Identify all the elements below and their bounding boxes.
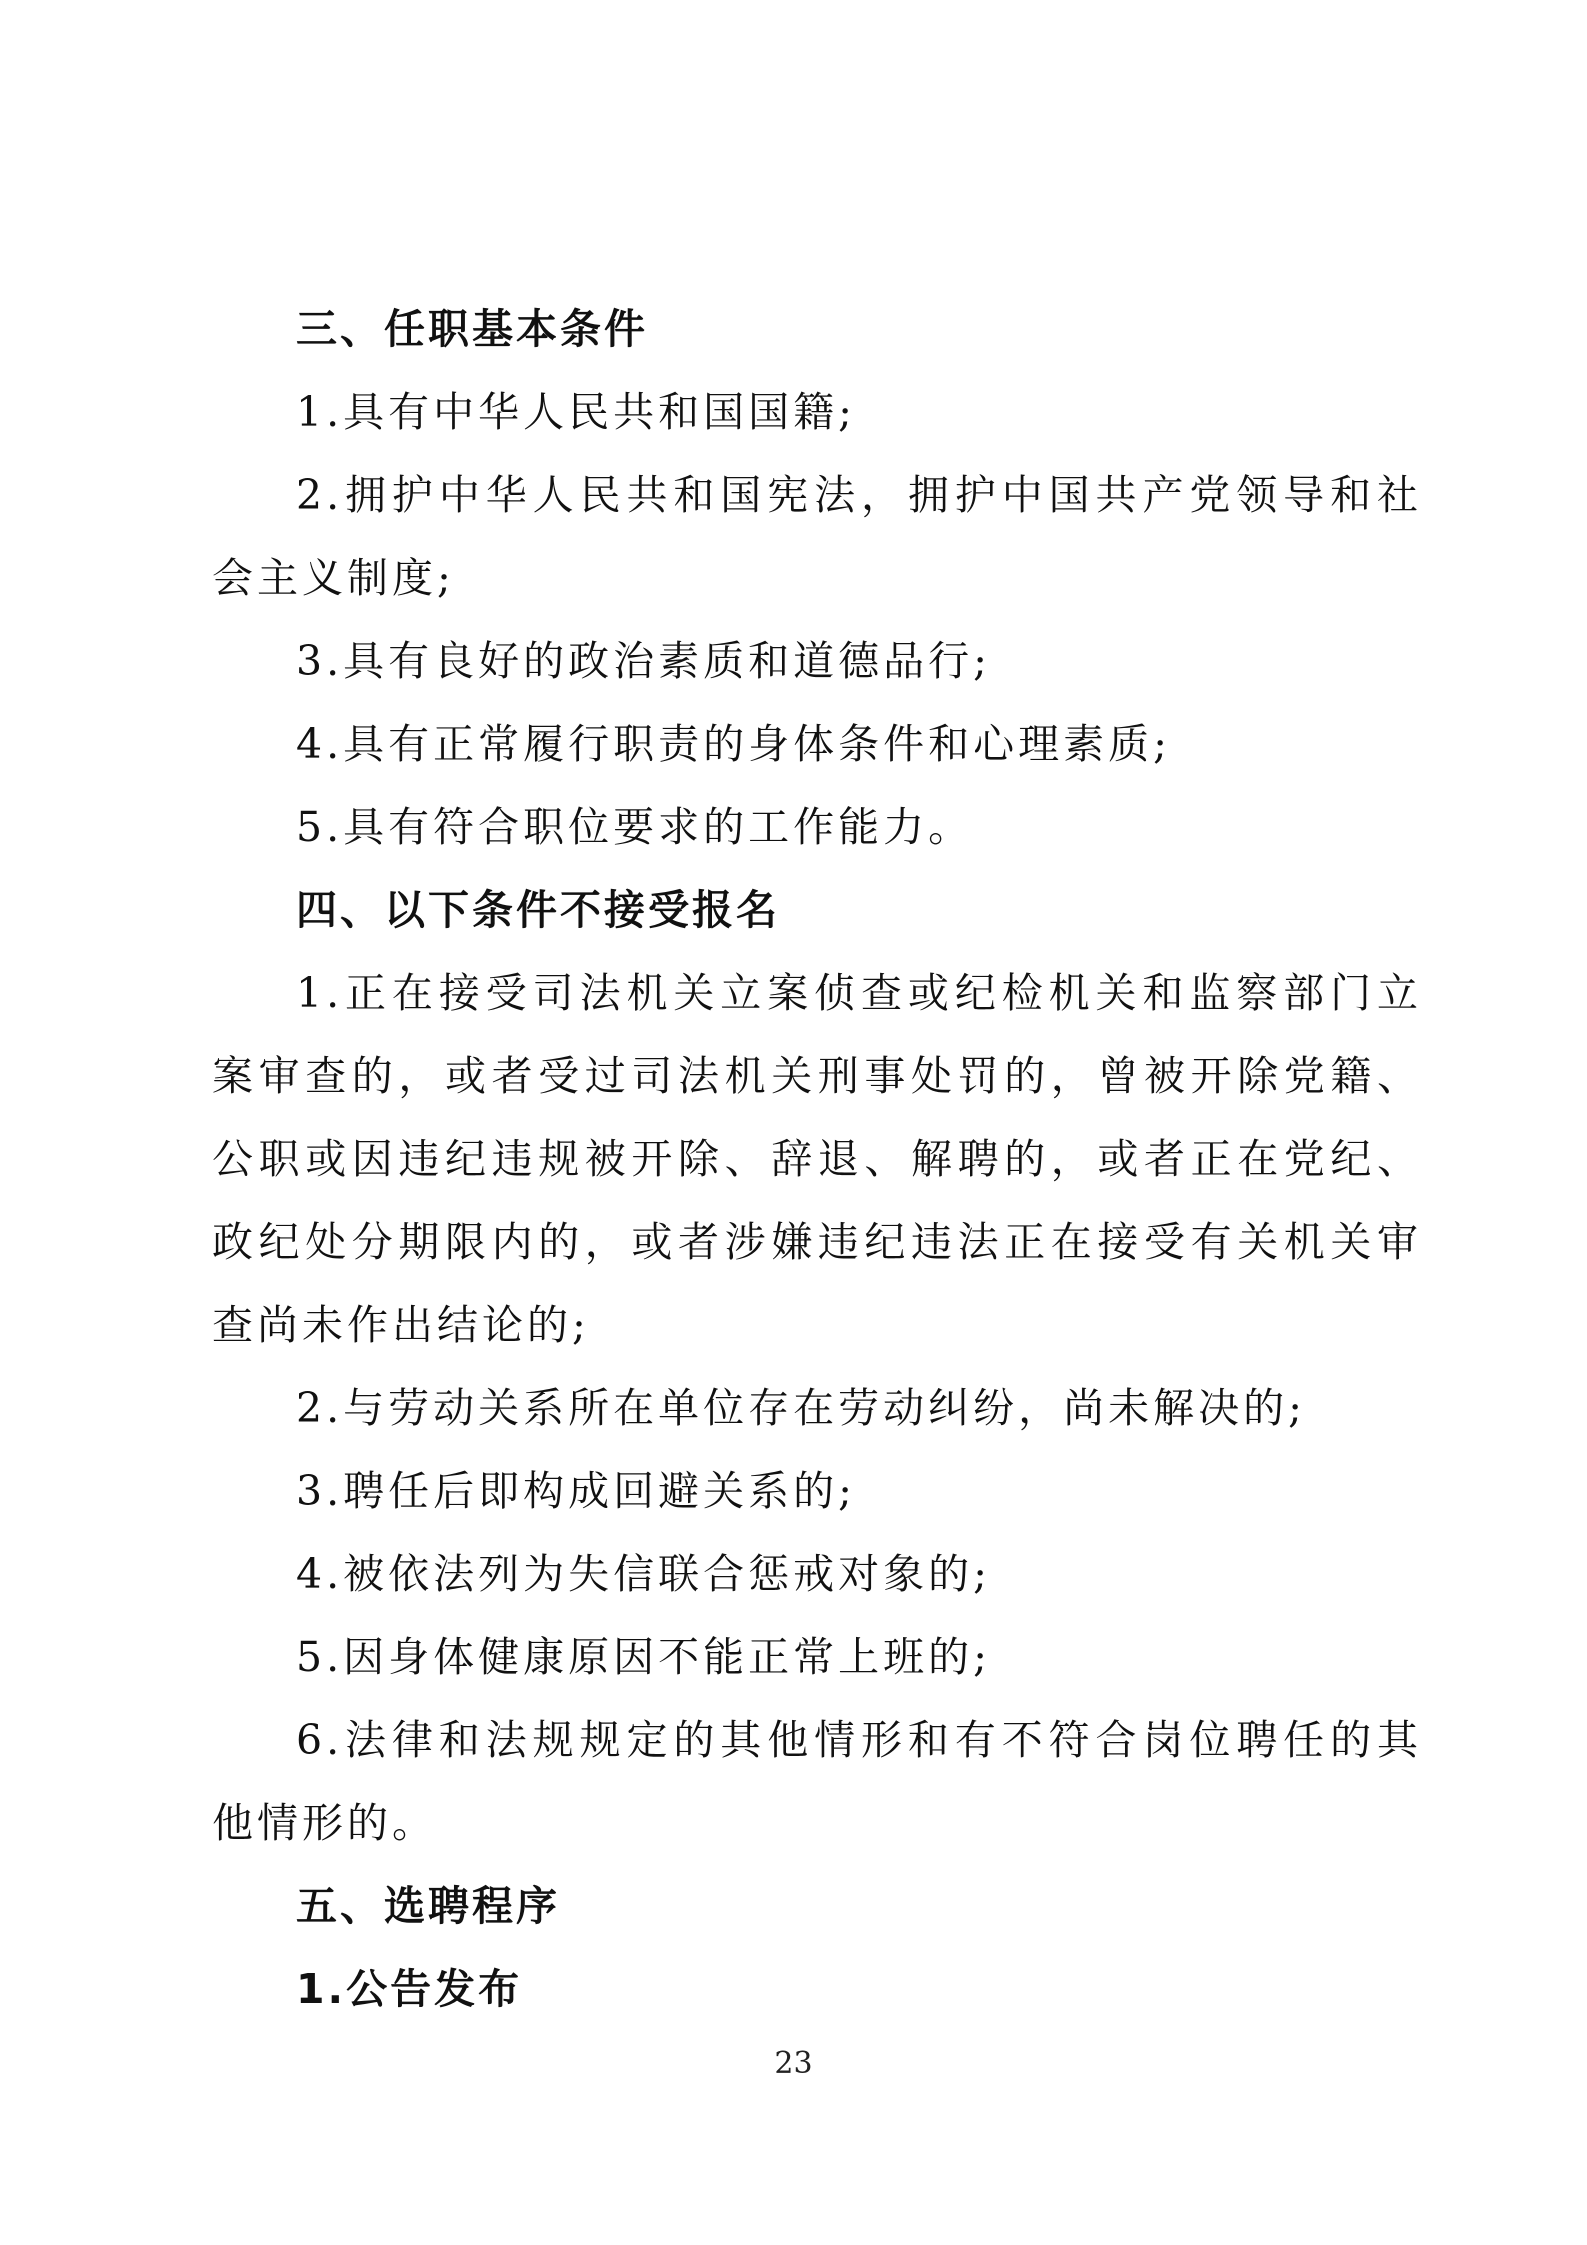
exclusion-item-1: 1.正在接受司法机关立案侦查或纪检机关和监察部门立案审查的，或者受过司法机关刑事处罚的，曾被开除党籍、公职或因违纪违规被开除、辞退、解聘的，或者正在党纪、政纪处分期限内的，或者涉嫌违纪违法正在接受有关机关审查尚未作出结论的; bbox=[212, 969, 1422, 1349]
section-heading-exclusions: 四、以下条件不接受报名 bbox=[296, 886, 780, 934]
qualification-item-5: 5.具有符合职位要求的工作能力。 bbox=[296, 803, 974, 851]
qualification-item-2: 2.拥护中华人民共和国宪法，拥护中国共产党领导和社会主义制度; bbox=[212, 471, 1422, 602]
exclusion-item-3: 3.聘任后即构成回避关系的; bbox=[296, 1467, 856, 1515]
qualification-item-4: 4.具有正常履行职责的身体条件和心理素质; bbox=[296, 720, 1171, 768]
page-number: 23 bbox=[774, 2046, 813, 2081]
document-body bbox=[212, 288, 1422, 2031]
exclusion-item-6: 6.法律和法规规定的其他情形和有不符合岗位聘任的其他情形的。 bbox=[212, 1716, 1422, 1847]
section-heading-qualifications: 三、任职基本条件 bbox=[296, 305, 648, 353]
exclusion-item-2: 2.与劳动关系所在单位存在劳动纠纷，尚未解决的; bbox=[296, 1384, 1306, 1432]
exclusion-item-4: 4.被依法列为失信联合惩戒对象的; bbox=[296, 1550, 991, 1598]
qualification-item-1: 1.具有中华人民共和国国籍; bbox=[296, 388, 856, 436]
qualification-item-3: 3.具有良好的政治素质和道德品行; bbox=[296, 637, 991, 685]
exclusion-item-5: 5.因身体健康原因不能正常上班的; bbox=[296, 1633, 991, 1681]
procedure-step-announcement: 1.公告发布 bbox=[296, 1965, 523, 2013]
section-heading-procedure: 五、选聘程序 bbox=[296, 1882, 560, 1930]
